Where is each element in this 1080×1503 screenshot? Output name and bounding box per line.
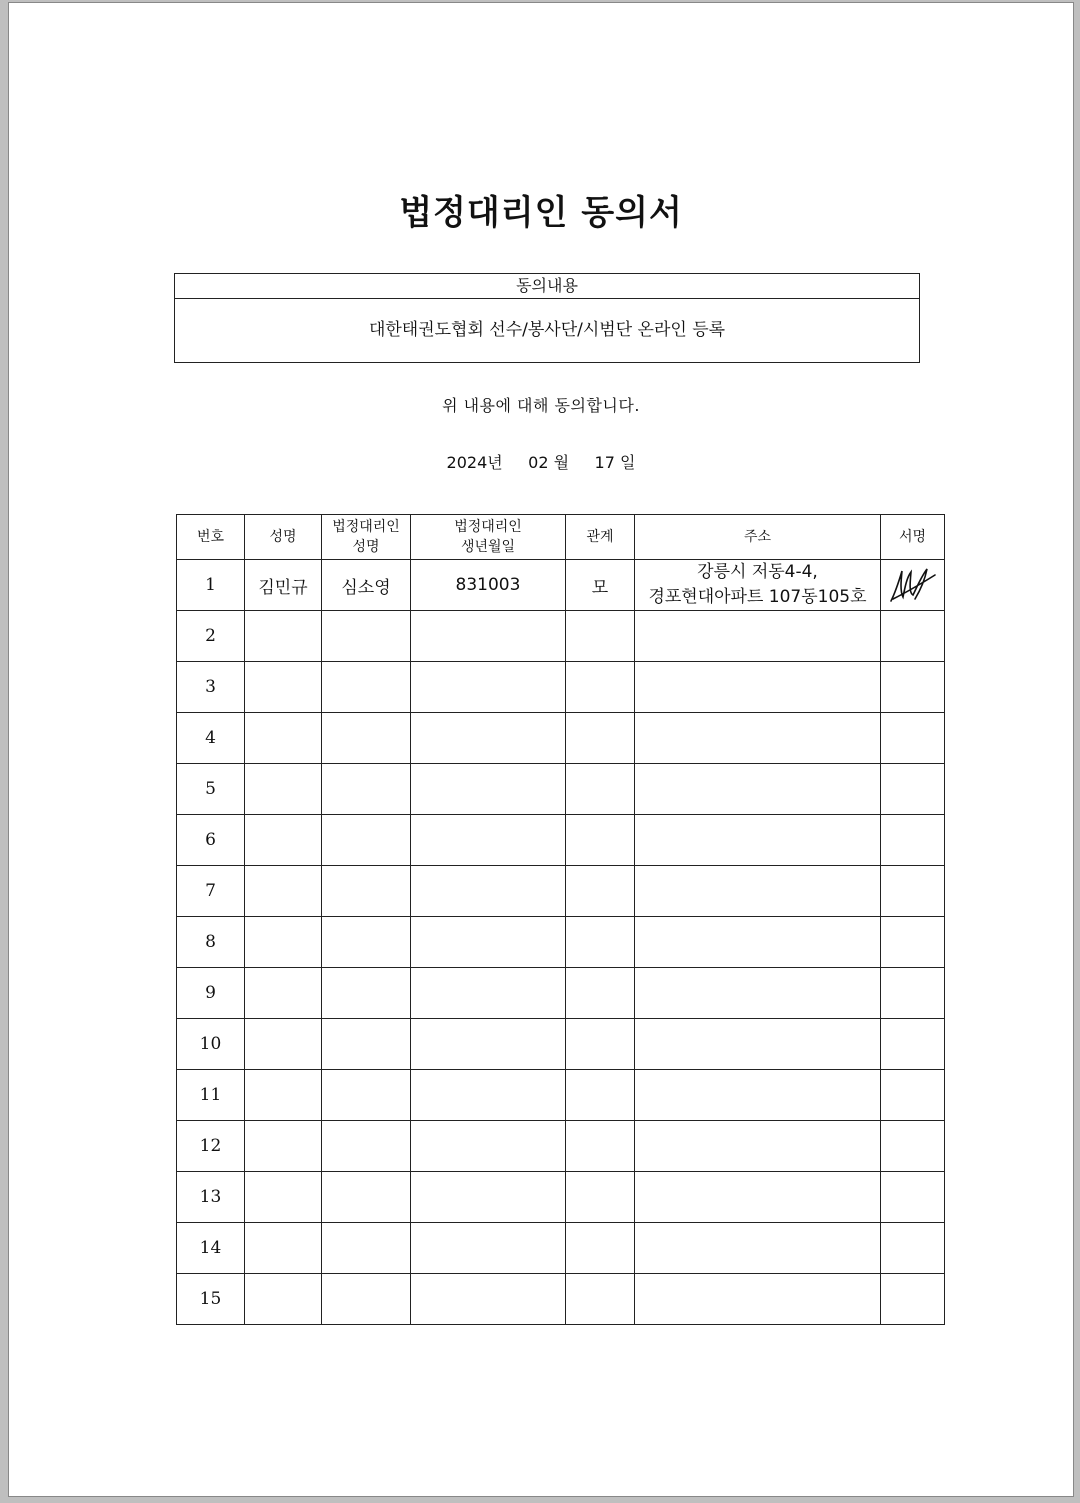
page-title: 법정대리인 동의서 xyxy=(399,193,683,233)
consent-body: 대한태권도협회 선수/봉사단/시범단 온라인 등록 xyxy=(368,320,726,340)
document-page xyxy=(8,2,1074,1497)
row-guardian-birth: 831003 xyxy=(411,560,566,611)
row-no: 13 xyxy=(177,1172,245,1223)
row-no: 9 xyxy=(177,968,245,1019)
consent-header: 동의내용 xyxy=(175,274,919,299)
table-row xyxy=(177,611,945,662)
registration-table xyxy=(176,514,945,1325)
row-name: 김민규 xyxy=(245,560,322,611)
date-year: 2024년 xyxy=(446,453,503,472)
table-row xyxy=(177,1070,945,1121)
row-no: 5 xyxy=(177,764,245,815)
table-row xyxy=(177,1019,945,1070)
row-no: 15 xyxy=(177,1274,245,1325)
header-guardian-name xyxy=(322,515,411,560)
row-relation: 모 xyxy=(566,560,635,611)
consent-box xyxy=(174,273,920,363)
table-row xyxy=(177,968,945,1019)
row-no: 2 xyxy=(177,611,245,662)
table-row xyxy=(177,560,945,611)
handwritten-signature-icon xyxy=(885,563,941,607)
table-row xyxy=(177,866,945,917)
table-row xyxy=(177,1223,945,1274)
table-header-row xyxy=(177,515,945,560)
header-guardian-name-line2: 성명 xyxy=(352,539,380,555)
row-no: 7 xyxy=(177,866,245,917)
row-no: 1 xyxy=(177,560,245,611)
agree-statement: 위 내용에 대해 동의합니다. xyxy=(442,396,640,415)
row-no: 12 xyxy=(177,1121,245,1172)
row-no: 8 xyxy=(177,917,245,968)
consent-date xyxy=(9,450,1073,473)
header-signature: 서명 xyxy=(881,515,945,560)
header-guardian-birth xyxy=(411,515,566,560)
date-day: 17 xyxy=(594,453,615,472)
row-no: 11 xyxy=(177,1070,245,1121)
table-row xyxy=(177,662,945,713)
row-no: 10 xyxy=(177,1019,245,1070)
table-row xyxy=(177,1274,945,1325)
table-row xyxy=(177,764,945,815)
header-relation: 관계 xyxy=(566,515,635,560)
header-guardian-name-line1: 법정대리인 xyxy=(332,519,400,535)
header-name: 성명 xyxy=(245,515,322,560)
header-address: 주소 xyxy=(635,515,881,560)
date-month-unit: 월 xyxy=(553,453,570,472)
row-address xyxy=(635,560,881,611)
row-signature xyxy=(881,560,945,611)
row-address-line2: 경포현대아파트 107동105호 xyxy=(648,587,867,607)
row-guardian-name: 심소영 xyxy=(322,560,411,611)
table-row xyxy=(177,815,945,866)
table-row xyxy=(177,1172,945,1223)
row-no: 14 xyxy=(177,1223,245,1274)
row-no: 4 xyxy=(177,713,245,764)
row-no: 6 xyxy=(177,815,245,866)
table-row xyxy=(177,917,945,968)
row-address-line1: 강릉시 저동4-4, xyxy=(697,562,818,582)
header-guardian-birth-line1: 법정대리인 xyxy=(454,519,522,535)
date-month: 02 xyxy=(528,453,549,472)
row-no: 3 xyxy=(177,662,245,713)
header-no: 번호 xyxy=(177,515,245,560)
header-guardian-birth-line2: 생년월일 xyxy=(460,539,516,555)
table-row xyxy=(177,1121,945,1172)
date-day-unit: 일 xyxy=(619,453,636,472)
table-row xyxy=(177,713,945,764)
